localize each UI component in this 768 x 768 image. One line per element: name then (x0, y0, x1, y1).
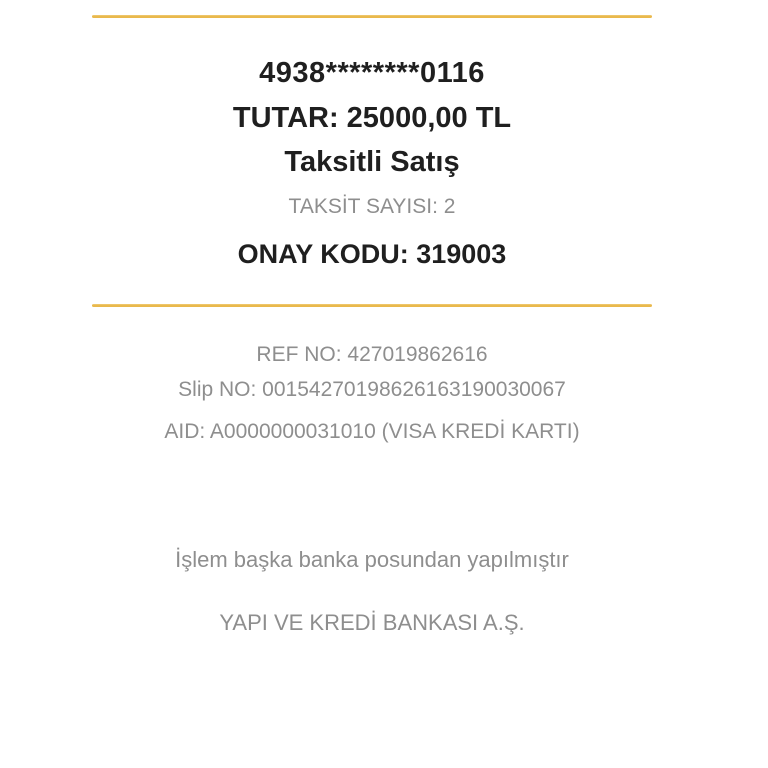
ref-no-text: REF NO: 427019862616 (256, 343, 488, 366)
note-text: İşlem başka banka posundan yapılmıştır (175, 547, 569, 572)
aid-text: AID: A0000000031010 (VISA KREDİ KARTI) (164, 420, 580, 443)
receipt (92, 15, 652, 637)
card-number-text: 4938********0116 (259, 57, 485, 89)
approval-code-text: ONAY KODU: 319003 (237, 239, 507, 269)
amount-text: TUTAR: 25000,00 TL (232, 102, 512, 134)
bank-name-text: YAPI VE KREDİ BANKASI A.Ş. (219, 610, 525, 635)
top-divider (92, 15, 652, 18)
sale-type-text: Taksitli Satış (284, 146, 460, 178)
slip-no-text: Slip NO: 00154270198626163190030067 (178, 378, 566, 401)
installment-count-text: TAKSİT SAYISI: 2 (288, 195, 456, 218)
middle-divider (92, 304, 652, 307)
